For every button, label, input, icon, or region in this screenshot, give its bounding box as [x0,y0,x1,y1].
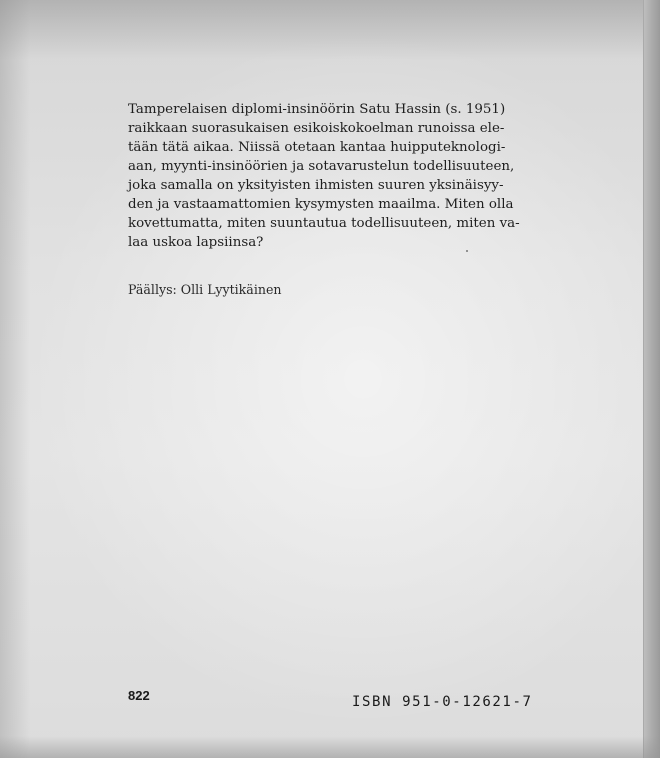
blurb-line: laa uskoa lapsiinsa? [128,235,264,250]
blurb-line: den ja vastaamattomien kysymysten maailma. Miten olla [128,197,514,212]
left-shadow [0,0,30,758]
book-spine-edge [643,0,660,758]
isbn-number: ISBN 951-0-12621-7 [352,694,533,710]
blurb-line: Tamperelaisen diplomi-insinöörin Satu Hassin (s. 1951) [128,102,506,117]
blurb-line: joka samalla on yksityisten ihmisten suuren yksinäisyy- [128,178,504,193]
blurb-text [128,100,528,252]
bottom-shadow [0,736,660,758]
cover-designer-credit: Päällys: Olli Lyytikäinen [128,282,282,297]
blurb-line: kovettumatta, miten suuntautua todellisuuteen, miten va- [128,216,520,231]
blurb-line: raikkaan suorasukaisen esikoiskokoelman runoissa ele- [128,121,505,136]
blurb-line: aan, myynti-insinöörien ja sotavarustelun todellisuuteen, [128,159,515,174]
catalog-code: 822 [128,688,150,703]
blurb-line: tään tätä aikaa. Niissä otetaan kantaa huipputeknologi- [128,140,506,155]
top-shadow [0,0,660,60]
